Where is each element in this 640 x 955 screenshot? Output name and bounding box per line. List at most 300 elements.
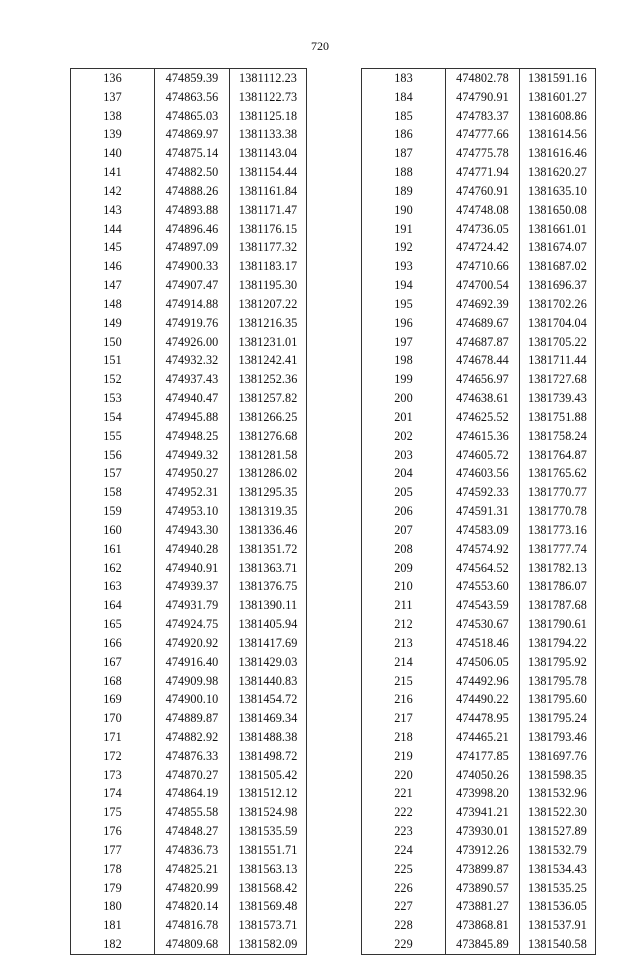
y-coordinate-cell: 1381614.56 bbox=[520, 125, 596, 144]
point-number-cell: 208 bbox=[362, 540, 446, 559]
point-number-cell: 192 bbox=[362, 238, 446, 257]
table-row bbox=[362, 860, 596, 879]
x-coordinate-cell: 474859.39 bbox=[155, 69, 230, 88]
point-number-cell: 166 bbox=[71, 634, 155, 653]
y-coordinate-cell: 1381782.13 bbox=[520, 559, 596, 578]
table-row bbox=[362, 257, 596, 276]
table-row bbox=[362, 577, 596, 596]
table-row bbox=[362, 408, 596, 427]
y-coordinate-cell: 1381488.38 bbox=[230, 728, 307, 747]
point-number-cell: 216 bbox=[362, 690, 446, 709]
y-coordinate-cell: 1381532.96 bbox=[520, 784, 596, 803]
point-number-cell: 170 bbox=[71, 709, 155, 728]
x-coordinate-cell: 474790.91 bbox=[446, 88, 520, 107]
x-coordinate-cell: 474950.27 bbox=[155, 464, 230, 483]
y-coordinate-cell: 1381751.88 bbox=[520, 408, 596, 427]
point-number-cell: 193 bbox=[362, 257, 446, 276]
table-row bbox=[362, 295, 596, 314]
table-row bbox=[71, 502, 307, 521]
y-coordinate-cell: 1381786.07 bbox=[520, 577, 596, 596]
table-row bbox=[362, 897, 596, 916]
y-coordinate-cell: 1381795.60 bbox=[520, 690, 596, 709]
x-coordinate-cell: 474953.10 bbox=[155, 502, 230, 521]
point-number-cell: 189 bbox=[362, 182, 446, 201]
y-coordinate-cell: 1381794.22 bbox=[520, 634, 596, 653]
table-row bbox=[362, 483, 596, 502]
point-number-cell: 136 bbox=[71, 69, 155, 88]
y-coordinate-cell: 1381739.43 bbox=[520, 389, 596, 408]
point-number-cell: 165 bbox=[71, 615, 155, 634]
table-row bbox=[362, 238, 596, 257]
table-row bbox=[362, 521, 596, 540]
x-coordinate-cell: 474591.31 bbox=[446, 502, 520, 521]
table-row bbox=[71, 483, 307, 502]
y-coordinate-cell: 1381469.34 bbox=[230, 709, 307, 728]
y-coordinate-cell: 1381536.05 bbox=[520, 897, 596, 916]
coordinate-table-right bbox=[361, 68, 596, 955]
x-coordinate-cell: 474926.00 bbox=[155, 333, 230, 352]
table-row bbox=[362, 540, 596, 559]
y-coordinate-cell: 1381207.22 bbox=[230, 295, 307, 314]
table-row bbox=[71, 540, 307, 559]
point-number-cell: 188 bbox=[362, 163, 446, 182]
y-coordinate-cell: 1381454.72 bbox=[230, 690, 307, 709]
y-coordinate-cell: 1381295.35 bbox=[230, 483, 307, 502]
table-row bbox=[71, 163, 307, 182]
table-row bbox=[71, 351, 307, 370]
point-number-cell: 203 bbox=[362, 446, 446, 465]
point-number-cell: 200 bbox=[362, 389, 446, 408]
table-row bbox=[71, 107, 307, 126]
table-row bbox=[362, 916, 596, 935]
point-number-cell: 176 bbox=[71, 822, 155, 841]
x-coordinate-cell: 474896.46 bbox=[155, 220, 230, 239]
table-row bbox=[362, 879, 596, 898]
table-row bbox=[362, 690, 596, 709]
table-row bbox=[71, 803, 307, 822]
table-row bbox=[71, 220, 307, 239]
y-coordinate-cell: 1381125.18 bbox=[230, 107, 307, 126]
y-coordinate-cell: 1381795.24 bbox=[520, 709, 596, 728]
table-row bbox=[71, 690, 307, 709]
x-coordinate-cell: 474888.26 bbox=[155, 182, 230, 201]
point-number-cell: 206 bbox=[362, 502, 446, 521]
y-coordinate-cell: 1381687.02 bbox=[520, 257, 596, 276]
table-row bbox=[71, 427, 307, 446]
x-coordinate-cell: 474924.75 bbox=[155, 615, 230, 634]
x-coordinate-cell: 474678.44 bbox=[446, 351, 520, 370]
x-coordinate-cell: 474943.30 bbox=[155, 521, 230, 540]
y-coordinate-cell: 1381122.73 bbox=[230, 88, 307, 107]
x-coordinate-cell: 474771.94 bbox=[446, 163, 520, 182]
table-row bbox=[362, 276, 596, 295]
x-coordinate-cell: 474863.56 bbox=[155, 88, 230, 107]
y-coordinate-cell: 1381429.03 bbox=[230, 653, 307, 672]
point-number-cell: 143 bbox=[71, 201, 155, 220]
x-coordinate-cell: 473899.87 bbox=[446, 860, 520, 879]
table-row bbox=[362, 615, 596, 634]
x-coordinate-cell: 474920.92 bbox=[155, 634, 230, 653]
point-number-cell: 207 bbox=[362, 521, 446, 540]
x-coordinate-cell: 474700.54 bbox=[446, 276, 520, 295]
y-coordinate-cell: 1381512.12 bbox=[230, 784, 307, 803]
x-coordinate-cell: 474937.43 bbox=[155, 370, 230, 389]
y-coordinate-cell: 1381440.83 bbox=[230, 672, 307, 691]
y-coordinate-cell: 1381697.76 bbox=[520, 747, 596, 766]
point-number-cell: 138 bbox=[71, 107, 155, 126]
table-row bbox=[362, 596, 596, 615]
table-row bbox=[362, 502, 596, 521]
table-row bbox=[362, 370, 596, 389]
x-coordinate-cell: 474615.36 bbox=[446, 427, 520, 446]
point-number-cell: 139 bbox=[71, 125, 155, 144]
y-coordinate-cell: 1381183.17 bbox=[230, 257, 307, 276]
x-coordinate-cell: 474909.98 bbox=[155, 672, 230, 691]
x-coordinate-cell: 474802.78 bbox=[446, 69, 520, 88]
x-coordinate-cell: 474506.05 bbox=[446, 653, 520, 672]
table-row bbox=[362, 314, 596, 333]
y-coordinate-cell: 1381773.16 bbox=[520, 521, 596, 540]
table-row bbox=[71, 577, 307, 596]
x-coordinate-cell: 474939.37 bbox=[155, 577, 230, 596]
x-coordinate-cell: 473881.27 bbox=[446, 897, 520, 916]
point-number-cell: 229 bbox=[362, 935, 446, 954]
y-coordinate-cell: 1381598.35 bbox=[520, 766, 596, 785]
table-row bbox=[71, 238, 307, 257]
table-row bbox=[71, 935, 307, 954]
y-coordinate-cell: 1381601.27 bbox=[520, 88, 596, 107]
point-number-cell: 150 bbox=[71, 333, 155, 352]
y-coordinate-cell: 1381696.37 bbox=[520, 276, 596, 295]
table-row bbox=[362, 747, 596, 766]
y-coordinate-cell: 1381705.22 bbox=[520, 333, 596, 352]
point-number-cell: 144 bbox=[71, 220, 155, 239]
table-row bbox=[71, 559, 307, 578]
table-row bbox=[71, 841, 307, 860]
point-number-cell: 220 bbox=[362, 766, 446, 785]
point-number-cell: 147 bbox=[71, 276, 155, 295]
table-row bbox=[71, 879, 307, 898]
x-coordinate-cell: 474932.32 bbox=[155, 351, 230, 370]
table-row bbox=[362, 69, 596, 88]
point-number-cell: 224 bbox=[362, 841, 446, 860]
point-number-cell: 199 bbox=[362, 370, 446, 389]
table-row bbox=[362, 351, 596, 370]
x-coordinate-cell: 474692.39 bbox=[446, 295, 520, 314]
table-row bbox=[362, 935, 596, 954]
y-coordinate-cell: 1381620.27 bbox=[520, 163, 596, 182]
y-coordinate-cell: 1381758.24 bbox=[520, 427, 596, 446]
point-number-cell: 167 bbox=[71, 653, 155, 672]
point-number-cell: 145 bbox=[71, 238, 155, 257]
x-coordinate-cell: 474865.03 bbox=[155, 107, 230, 126]
point-number-cell: 218 bbox=[362, 728, 446, 747]
table-row bbox=[71, 634, 307, 653]
x-coordinate-cell: 474820.99 bbox=[155, 879, 230, 898]
y-coordinate-cell: 1381505.42 bbox=[230, 766, 307, 785]
point-number-cell: 146 bbox=[71, 257, 155, 276]
point-number-cell: 205 bbox=[362, 483, 446, 502]
y-coordinate-cell: 1381177.32 bbox=[230, 238, 307, 257]
point-number-cell: 149 bbox=[71, 314, 155, 333]
table-row bbox=[362, 182, 596, 201]
x-coordinate-cell: 473912.26 bbox=[446, 841, 520, 860]
y-coordinate-cell: 1381524.98 bbox=[230, 803, 307, 822]
table-row bbox=[71, 333, 307, 352]
x-coordinate-cell: 474478.95 bbox=[446, 709, 520, 728]
x-coordinate-cell: 474465.21 bbox=[446, 728, 520, 747]
x-coordinate-cell: 474530.67 bbox=[446, 615, 520, 634]
point-number-cell: 213 bbox=[362, 634, 446, 653]
y-coordinate-cell: 1381112.23 bbox=[230, 69, 307, 88]
y-coordinate-cell: 1381787.68 bbox=[520, 596, 596, 615]
y-coordinate-cell: 1381790.61 bbox=[520, 615, 596, 634]
point-number-cell: 168 bbox=[71, 672, 155, 691]
x-coordinate-cell: 474948.25 bbox=[155, 427, 230, 446]
table-row bbox=[71, 182, 307, 201]
x-coordinate-cell: 473890.57 bbox=[446, 879, 520, 898]
table-row bbox=[362, 803, 596, 822]
point-number-cell: 187 bbox=[362, 144, 446, 163]
x-coordinate-cell: 474592.33 bbox=[446, 483, 520, 502]
x-coordinate-cell: 474574.92 bbox=[446, 540, 520, 559]
x-coordinate-cell: 474876.33 bbox=[155, 747, 230, 766]
table-row bbox=[71, 257, 307, 276]
y-coordinate-cell: 1381154.44 bbox=[230, 163, 307, 182]
x-coordinate-cell: 474882.50 bbox=[155, 163, 230, 182]
y-coordinate-cell: 1381674.07 bbox=[520, 238, 596, 257]
y-coordinate-cell: 1381770.78 bbox=[520, 502, 596, 521]
y-coordinate-cell: 1381266.25 bbox=[230, 408, 307, 427]
y-coordinate-cell: 1381195.30 bbox=[230, 276, 307, 295]
x-coordinate-cell: 474638.61 bbox=[446, 389, 520, 408]
y-coordinate-cell: 1381216.35 bbox=[230, 314, 307, 333]
table-row bbox=[71, 314, 307, 333]
y-coordinate-cell: 1381551.71 bbox=[230, 841, 307, 860]
point-number-cell: 175 bbox=[71, 803, 155, 822]
x-coordinate-cell: 474687.87 bbox=[446, 333, 520, 352]
point-number-cell: 152 bbox=[71, 370, 155, 389]
y-coordinate-cell: 1381704.04 bbox=[520, 314, 596, 333]
y-coordinate-cell: 1381286.02 bbox=[230, 464, 307, 483]
x-coordinate-cell: 474875.14 bbox=[155, 144, 230, 163]
point-number-cell: 226 bbox=[362, 879, 446, 898]
point-number-cell: 159 bbox=[71, 502, 155, 521]
point-number-cell: 163 bbox=[71, 577, 155, 596]
y-coordinate-cell: 1381231.01 bbox=[230, 333, 307, 352]
point-number-cell: 191 bbox=[362, 220, 446, 239]
point-number-cell: 154 bbox=[71, 408, 155, 427]
table-row bbox=[362, 653, 596, 672]
x-coordinate-cell: 473930.01 bbox=[446, 822, 520, 841]
point-number-cell: 202 bbox=[362, 427, 446, 446]
table-row bbox=[362, 163, 596, 182]
y-coordinate-cell: 1381417.69 bbox=[230, 634, 307, 653]
y-coordinate-cell: 1381795.78 bbox=[520, 672, 596, 691]
x-coordinate-cell: 473845.89 bbox=[446, 935, 520, 954]
table-row bbox=[71, 201, 307, 220]
x-coordinate-cell: 474900.33 bbox=[155, 257, 230, 276]
y-coordinate-cell: 1381535.25 bbox=[520, 879, 596, 898]
y-coordinate-cell: 1381608.86 bbox=[520, 107, 596, 126]
y-coordinate-cell: 1381527.89 bbox=[520, 822, 596, 841]
point-number-cell: 180 bbox=[71, 897, 155, 916]
y-coordinate-cell: 1381770.77 bbox=[520, 483, 596, 502]
y-coordinate-cell: 1381650.08 bbox=[520, 201, 596, 220]
x-coordinate-cell: 474603.56 bbox=[446, 464, 520, 483]
table-row bbox=[71, 276, 307, 295]
point-number-cell: 221 bbox=[362, 784, 446, 803]
x-coordinate-cell: 474907.47 bbox=[155, 276, 230, 295]
table-row bbox=[362, 841, 596, 860]
x-coordinate-cell: 474050.26 bbox=[446, 766, 520, 785]
x-coordinate-cell: 474583.09 bbox=[446, 521, 520, 540]
y-coordinate-cell: 1381765.62 bbox=[520, 464, 596, 483]
table-row bbox=[362, 822, 596, 841]
table-row bbox=[71, 709, 307, 728]
table-row bbox=[71, 897, 307, 916]
point-number-cell: 197 bbox=[362, 333, 446, 352]
table-row bbox=[362, 766, 596, 785]
y-coordinate-cell: 1381537.91 bbox=[520, 916, 596, 935]
point-number-cell: 182 bbox=[71, 935, 155, 954]
x-coordinate-cell: 474760.91 bbox=[446, 182, 520, 201]
y-coordinate-cell: 1381591.16 bbox=[520, 69, 596, 88]
x-coordinate-cell: 474940.91 bbox=[155, 559, 230, 578]
table-row bbox=[71, 464, 307, 483]
x-coordinate-cell: 474518.46 bbox=[446, 634, 520, 653]
table-row bbox=[71, 295, 307, 314]
point-number-cell: 212 bbox=[362, 615, 446, 634]
table-row bbox=[71, 916, 307, 935]
table-row bbox=[362, 201, 596, 220]
table-row bbox=[362, 333, 596, 352]
x-coordinate-cell: 474656.97 bbox=[446, 370, 520, 389]
table-row bbox=[362, 389, 596, 408]
x-coordinate-cell: 474940.47 bbox=[155, 389, 230, 408]
page-number: 720 bbox=[311, 39, 329, 53]
coordinate-table-left bbox=[70, 68, 307, 955]
x-coordinate-cell: 474940.28 bbox=[155, 540, 230, 559]
x-coordinate-cell: 474897.09 bbox=[155, 238, 230, 257]
x-coordinate-cell: 474931.79 bbox=[155, 596, 230, 615]
x-coordinate-cell: 473998.20 bbox=[446, 784, 520, 803]
y-coordinate-cell: 1381793.46 bbox=[520, 728, 596, 747]
table-row bbox=[71, 408, 307, 427]
x-coordinate-cell: 474825.21 bbox=[155, 860, 230, 879]
point-number-cell: 228 bbox=[362, 916, 446, 935]
x-coordinate-cell: 474836.73 bbox=[155, 841, 230, 860]
point-number-cell: 214 bbox=[362, 653, 446, 672]
point-number-cell: 158 bbox=[71, 483, 155, 502]
point-number-cell: 173 bbox=[71, 766, 155, 785]
table-row bbox=[71, 653, 307, 672]
y-coordinate-cell: 1381522.30 bbox=[520, 803, 596, 822]
point-number-cell: 217 bbox=[362, 709, 446, 728]
x-coordinate-cell: 474848.27 bbox=[155, 822, 230, 841]
y-coordinate-cell: 1381661.01 bbox=[520, 220, 596, 239]
x-coordinate-cell: 473941.21 bbox=[446, 803, 520, 822]
point-number-cell: 215 bbox=[362, 672, 446, 691]
point-number-cell: 196 bbox=[362, 314, 446, 333]
table-row bbox=[362, 144, 596, 163]
table-row bbox=[71, 747, 307, 766]
x-coordinate-cell: 474605.72 bbox=[446, 446, 520, 465]
x-coordinate-cell: 474777.66 bbox=[446, 125, 520, 144]
table-row bbox=[362, 728, 596, 747]
point-number-cell: 142 bbox=[71, 182, 155, 201]
point-number-cell: 157 bbox=[71, 464, 155, 483]
point-number-cell: 151 bbox=[71, 351, 155, 370]
y-coordinate-cell: 1381702.26 bbox=[520, 295, 596, 314]
y-coordinate-cell: 1381635.10 bbox=[520, 182, 596, 201]
y-coordinate-cell: 1381171.47 bbox=[230, 201, 307, 220]
table-row bbox=[71, 672, 307, 691]
point-number-cell: 137 bbox=[71, 88, 155, 107]
point-number-cell: 225 bbox=[362, 860, 446, 879]
y-coordinate-cell: 1381573.71 bbox=[230, 916, 307, 935]
table-row bbox=[71, 728, 307, 747]
x-coordinate-cell: 474820.14 bbox=[155, 897, 230, 916]
x-coordinate-cell: 474949.32 bbox=[155, 446, 230, 465]
table-row bbox=[362, 220, 596, 239]
x-coordinate-cell: 474809.68 bbox=[155, 935, 230, 954]
point-number-cell: 179 bbox=[71, 879, 155, 898]
y-coordinate-cell: 1381351.72 bbox=[230, 540, 307, 559]
point-number-cell: 156 bbox=[71, 446, 155, 465]
point-number-cell: 164 bbox=[71, 596, 155, 615]
x-coordinate-cell: 474177.85 bbox=[446, 747, 520, 766]
x-coordinate-cell: 474775.78 bbox=[446, 144, 520, 163]
y-coordinate-cell: 1381242.41 bbox=[230, 351, 307, 370]
table-row bbox=[71, 766, 307, 785]
point-number-cell: 155 bbox=[71, 427, 155, 446]
y-coordinate-cell: 1381376.75 bbox=[230, 577, 307, 596]
y-coordinate-cell: 1381569.48 bbox=[230, 897, 307, 916]
point-number-cell: 172 bbox=[71, 747, 155, 766]
point-number-cell: 148 bbox=[71, 295, 155, 314]
point-number-cell: 183 bbox=[362, 69, 446, 88]
table-row bbox=[71, 822, 307, 841]
point-number-cell: 222 bbox=[362, 803, 446, 822]
y-coordinate-cell: 1381161.84 bbox=[230, 182, 307, 201]
y-coordinate-cell: 1381540.58 bbox=[520, 935, 596, 954]
point-number-cell: 181 bbox=[71, 916, 155, 935]
y-coordinate-cell: 1381257.82 bbox=[230, 389, 307, 408]
x-coordinate-cell: 474952.31 bbox=[155, 483, 230, 502]
table-row bbox=[362, 709, 596, 728]
y-coordinate-cell: 1381252.36 bbox=[230, 370, 307, 389]
table-row bbox=[362, 88, 596, 107]
x-coordinate-cell: 474919.76 bbox=[155, 314, 230, 333]
x-coordinate-cell: 474889.87 bbox=[155, 709, 230, 728]
point-number-cell: 153 bbox=[71, 389, 155, 408]
x-coordinate-cell: 474945.88 bbox=[155, 408, 230, 427]
point-number-cell: 219 bbox=[362, 747, 446, 766]
x-coordinate-cell: 474916.40 bbox=[155, 653, 230, 672]
x-coordinate-cell: 474783.37 bbox=[446, 107, 520, 126]
table-row bbox=[71, 370, 307, 389]
x-coordinate-cell: 474689.67 bbox=[446, 314, 520, 333]
point-number-cell: 169 bbox=[71, 690, 155, 709]
point-number-cell: 184 bbox=[362, 88, 446, 107]
table-row bbox=[71, 596, 307, 615]
x-coordinate-cell: 474893.88 bbox=[155, 201, 230, 220]
x-coordinate-cell: 474900.10 bbox=[155, 690, 230, 709]
point-number-cell: 185 bbox=[362, 107, 446, 126]
x-coordinate-cell: 474864.19 bbox=[155, 784, 230, 803]
y-coordinate-cell: 1381363.71 bbox=[230, 559, 307, 578]
